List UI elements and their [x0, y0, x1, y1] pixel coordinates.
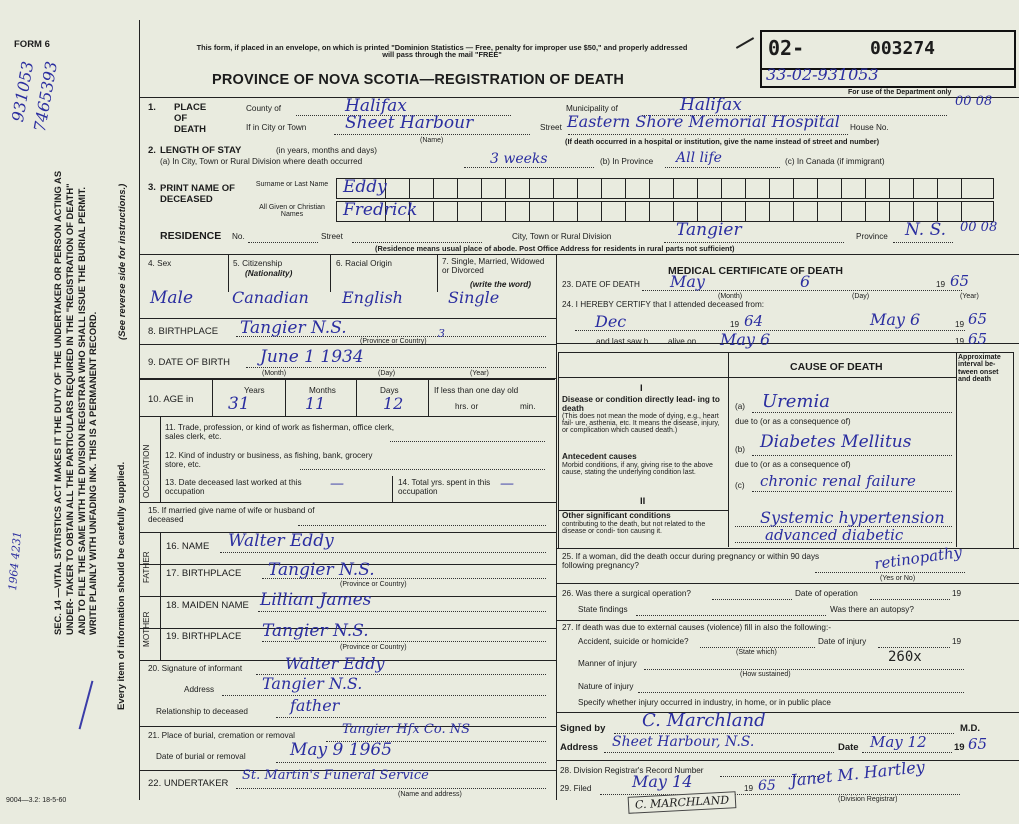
municipality-label: Municipality of: [566, 104, 618, 113]
cause-title: CAUSE OF DEATH: [790, 361, 883, 373]
due-to-2: due to (or as a consequence of): [735, 460, 851, 469]
md-label: M.D.: [960, 723, 981, 734]
attended-from-year: 64: [744, 312, 764, 330]
cause-c-label: (c): [735, 481, 745, 490]
dod-day-sub: (Day): [852, 293, 870, 300]
years-value: 31: [228, 394, 250, 414]
burial-place-value: Tangier Hfx Co. NS: [342, 722, 471, 737]
department-box: [760, 66, 1016, 88]
sex-label: 4. Sex: [148, 259, 172, 268]
undertaker-label: 22. UNDERTAKER: [148, 778, 229, 789]
residence-city-value: Tangier: [676, 220, 742, 240]
burial-date-label: Date of burial or removal: [156, 752, 246, 761]
street-value: Eastern Shore Memorial Hospital: [567, 112, 840, 131]
county-label: County of: [246, 104, 282, 113]
dob-day-sub: (Day): [378, 370, 396, 377]
disease-desc: (This does not mean the mode of dying, e.g., heart fail- ure, asthenia, etc. It means the disease, injury, or complication which caused death.): [562, 413, 720, 434]
undertaker-value: St. Martin's Funeral Service: [242, 768, 429, 783]
surname-value: Eddy: [343, 177, 387, 197]
residence-code: 00 08: [960, 220, 998, 235]
date-injury-label: Date of injury: [818, 637, 867, 646]
stay-c-label: (c) In Canada (if immigrant): [785, 157, 885, 166]
informant-address-value: Tangier N.S.: [262, 674, 363, 693]
filed-label: 29. Filed: [560, 784, 592, 793]
citizenship-label: 5. Citizenship: [233, 259, 283, 268]
cause-a-value: Uremia: [762, 391, 830, 412]
op-year-prefix: 19: [952, 589, 962, 598]
surgery-label: 26. Was there a surgical operation?: [562, 589, 691, 598]
last-saw-value: May 6: [720, 330, 771, 349]
s2-label-sub: (in years, months and days): [276, 146, 378, 155]
days-label: Days: [380, 386, 399, 395]
doctor-address-value: Sheet Harbour, N.S.: [612, 734, 755, 750]
injury-year-prefix: 19: [952, 637, 962, 646]
residence-province-label: Province: [856, 232, 888, 241]
see-reverse-note: (See reverse side for instructions.): [117, 183, 128, 340]
municipality-value: Halifax: [680, 95, 742, 115]
dod-year-value: 65: [950, 272, 970, 290]
street-label: Street: [540, 123, 562, 132]
residence-note: (Residence means usual place of abode. Post Office Address for residents in rural parts not sufficient): [375, 244, 735, 253]
s2-number: 2.: [148, 145, 156, 156]
father-birthplace-label: 17. BIRTHPLACE: [166, 568, 242, 579]
cause-a-label: (a): [735, 402, 746, 411]
other-condition-3: retinopathy: [873, 542, 964, 574]
registration-prefix: 02-: [768, 36, 805, 60]
dod-month-sub: (Month): [718, 293, 743, 300]
undertaker-sub: (Name and address): [398, 791, 462, 798]
mother-maiden-value: Lillian James: [260, 590, 372, 610]
spouse-label: 15. If married give name of wife or husband of deceased: [148, 506, 315, 524]
mother-birthplace-label: 19. BIRTHPLACE: [166, 631, 242, 642]
registrar-signature: Janet M. Hartley: [789, 756, 926, 791]
department-number: 33-02-931053: [766, 65, 879, 84]
last-saw-year-prefix: 19: [955, 337, 965, 346]
residence-province-value: N. S.: [905, 220, 947, 240]
hospital-note: (If death occurred in a hospital or institution, give the name instead of street and number): [565, 137, 880, 146]
due-to-1: due to (or as a consequence of): [735, 417, 851, 426]
department-label: For use of the Department only: [848, 89, 952, 96]
citizenship-sub: (Nationality): [245, 269, 293, 278]
relationship-value: father: [290, 696, 340, 715]
marital-status-label: 7. Single, Married, Widowed or Divorced: [442, 257, 545, 275]
residence-no-label: No.: [232, 232, 245, 241]
stay-a-value: 3 weeks: [490, 151, 548, 167]
burial-date-value: May 9 1965: [290, 740, 393, 760]
father-section: FATHER: [142, 551, 151, 583]
mother-birthplace-sub: (Province or Country): [340, 644, 407, 651]
registration-number: 003274: [870, 38, 936, 59]
yes-no-sub: (Yes or No): [880, 575, 916, 582]
attended-from-value: Dec: [595, 312, 627, 331]
informant-signature-value: Walter Eddy: [285, 654, 385, 673]
s1-label: PLACE OF DEATH: [174, 102, 207, 135]
s3-label: PRINT NAME OF DECEASED: [160, 183, 235, 206]
interval-label: Approximate interval be- tween onset and death: [958, 354, 1001, 384]
stay-b-label: (b) In Province: [600, 157, 654, 166]
other-condition-1: Systemic hypertension: [760, 508, 945, 527]
nature-label: Nature of injury: [578, 682, 634, 691]
burial-place-label: 21. Place of burial, cremation or removal: [148, 731, 295, 740]
informant-signature-label: 20. Signature of informant: [148, 664, 243, 673]
dod-month-value: May: [670, 272, 705, 291]
dod-year-prefix: 19: [936, 280, 946, 289]
name-sub: (Name): [420, 137, 444, 144]
s3-number: 3.: [148, 182, 156, 193]
mail-notice: This form, if placed in an envelope, on which is printed "Dominion Statistics — Free, penalty for improper use $50," and properly addressed will pass through the mail "FREE": [196, 43, 688, 60]
last-worked-label: 13. Date deceased last worked at this occupation: [165, 478, 302, 496]
signed-by-value: C. Marchland: [642, 710, 766, 731]
blue-check-mark: [79, 681, 94, 730]
mother-section: MOTHER: [142, 611, 151, 647]
to-year-prefix: 19: [955, 320, 965, 329]
months-label: Months: [309, 386, 336, 395]
date-operation-label: Date of operation: [795, 589, 858, 598]
surname-boxes: [336, 178, 994, 199]
findings-label: State findings: [578, 605, 628, 614]
every-item-note: Every item of information should be carefully supplied.: [116, 461, 127, 710]
antecedent-label: Antecedent causes: [562, 452, 637, 461]
relationship-label: Relationship to deceased: [156, 707, 248, 716]
name-stamp: C. MARCHLAND: [628, 791, 737, 814]
sex-value: Male: [150, 288, 194, 308]
residence-street-label: Street: [321, 232, 343, 241]
cause-b-value: Diabetes Mellitus: [760, 432, 912, 452]
dod-day-value: 6: [800, 272, 811, 291]
years-occupation-label: 14. Total yrs. spent in this occupation: [398, 478, 491, 496]
doctor-date-label: Date: [838, 742, 859, 753]
manner-label: Manner of injury: [578, 659, 637, 668]
racial-origin-label: 6. Racial Origin: [336, 259, 392, 268]
doctor-year-value: 65: [968, 735, 988, 753]
years-occupation-value: —: [500, 476, 514, 492]
form-title: PROVINCE OF NOVA SCOTIA—REGISTRATION OF DEATH: [212, 72, 625, 88]
other-conditions-label: Other significant conditions: [562, 511, 671, 520]
filed-year-prefix: 19: [744, 784, 754, 793]
specify-label: Specify whether injury occurred in industry, in home, or in public place: [578, 698, 831, 707]
given-names-boxes: [336, 201, 994, 222]
signed-by-label: Signed by: [560, 723, 606, 734]
autopsy-label: Was there an autopsy?: [830, 605, 914, 614]
alive-on-label: alive on: [668, 337, 697, 346]
from-year-prefix: 19: [730, 320, 740, 329]
dob-label: 9. DATE OF BIRTH: [148, 357, 230, 368]
last-saw-year-value: 65: [968, 330, 988, 348]
marital-status-value: Single: [448, 288, 500, 307]
house-label: House No.: [850, 123, 889, 132]
s1-number: 1.: [148, 102, 156, 113]
state-which-sub: (State which): [736, 649, 777, 656]
date-of-death-label: 23. DATE OF DEATH: [562, 280, 640, 289]
days-value: 12: [383, 394, 404, 413]
filed-year-value: 65: [758, 778, 776, 794]
mother-birthplace-value: Tangier N.S.: [262, 621, 369, 641]
registration-box: [760, 30, 1016, 70]
attended-to-year: 65: [968, 310, 988, 328]
last-worked-value: —: [330, 476, 344, 492]
citizenship-value: Canadian: [232, 288, 309, 307]
years-label: Years: [244, 386, 265, 395]
certify-label: 24. I HEREBY CERTIFY that I attended deceased from:: [562, 300, 765, 309]
industry-label: 12. Kind of industry or business, as fishing, bank, grocery store, etc.: [165, 451, 373, 469]
trade-label: 11. Trade, profession, or kind of work as fisherman, office clerk, sales clerk, etc.: [165, 423, 395, 441]
cause-b-label: (b): [735, 445, 746, 454]
city-value: Sheet Harbour: [345, 113, 474, 133]
medical-title: MEDICAL CERTIFICATE OF DEATH: [668, 265, 843, 277]
other-conditions-desc: contributing to the death, but not related to the disease or condi- tion causing it.: [562, 521, 706, 535]
birthplace-label: 8. BIRTHPLACE: [148, 326, 219, 337]
accident-label: Accident, suicide or homicide?: [578, 637, 689, 646]
county-value: Halifax: [345, 96, 407, 116]
dob-year-sub: (Year): [470, 370, 489, 377]
mother-maiden-label: 18. MAIDEN NAME: [166, 600, 249, 611]
stay-b-value: All life: [676, 150, 722, 166]
minutes-label: min.: [520, 402, 536, 411]
dob-value: June 1 1934: [260, 347, 364, 367]
marital-status-sub: (write the word): [470, 280, 531, 289]
filed-value: May 14: [632, 772, 693, 791]
infant-label: If less than one day old: [434, 386, 519, 395]
last-saw-label: and last saw h: [596, 337, 649, 346]
doctor-date-value: May 12: [870, 733, 927, 751]
form-code: FORM 6: [14, 39, 50, 50]
part-two-label: II: [640, 496, 646, 507]
months-value: 11: [305, 394, 326, 413]
city-label: If in City or Town: [246, 123, 307, 132]
given-names-label: All Given or Christian Names: [259, 204, 325, 218]
statute-text: SEC. 14 —VITAL STATISTICS ACT MAKES IT THE DUTY OF THE UNDERTAKER OR PERSON ACTING AS UNDER- TAKER TO OBTAIN ALL THE PARTICULARS REQUIRED IN THE "REGISTRATION OF DEATH" AND TO FILE THE SAME WITH THE DIVISION REGISTRAR WHO SHALL ISSUE THE BURIAL PERMIT. WRITE PLAINLY WITH UNFADING INK. THIS IS A PERMANENT RECORD.: [52, 170, 99, 635]
disease-label: Disease or condition directly lead- ing to death: [562, 395, 720, 413]
doctor-address-label: Address: [560, 742, 599, 753]
stay-a-label: (a) In City, Town or Rural Division where death occurred: [160, 157, 363, 166]
external-causes-label: 27. If death was due to external causes (violence) fill in also the following:-: [562, 623, 831, 632]
cause-c-value: chronic renal failure: [760, 472, 916, 490]
hours-label: hrs. or: [455, 402, 479, 411]
s2-label: LENGTH OF STAY: [160, 145, 242, 156]
margin-note: 1964 4231: [6, 530, 25, 592]
occupation-section: OCCUPATION: [142, 444, 151, 498]
surname-label: Surname or Last Name: [255, 181, 329, 188]
given-names-value: Fredrick: [343, 200, 418, 220]
registrar-sub: (Division Registrar): [838, 796, 898, 803]
residence-city-label: City, Town or Rural Division: [512, 232, 612, 241]
form-footer: 9004—3.2: 18-5-60: [6, 797, 67, 804]
stamp-number: 260x: [888, 649, 922, 665]
dob-month-sub: (Month): [262, 370, 287, 377]
margin-number-2: 7465393: [30, 59, 62, 134]
record-number-label: 28. Division Registrar's Record Number: [560, 766, 704, 775]
pen-mark: [736, 37, 754, 49]
other-condition-2: advanced diabetic: [765, 526, 904, 544]
father-birthplace-sub: (Province or Country): [340, 581, 407, 588]
father-name-label: 16. NAME: [166, 541, 210, 552]
birthplace-value: Tangier N.S.: [240, 318, 347, 338]
part-one-label: I: [640, 383, 643, 394]
attended-to-value: May 6: [870, 310, 921, 329]
margin-number-1: 931053: [8, 59, 38, 124]
birthplace-sub: (Province or Country): [360, 338, 427, 345]
father-name-value: Walter Eddy: [228, 531, 334, 551]
how-sustained-sub: (How sustained): [740, 671, 791, 678]
s1-code: 00 08: [955, 94, 993, 109]
racial-origin-value: English: [342, 288, 403, 307]
antecedent-desc: Morbid conditions, if any, giving rise to the above cause, stating the underlying condition last.: [562, 462, 713, 476]
dod-year-sub: (Year): [960, 293, 979, 300]
informant-address-label: Address: [184, 685, 215, 694]
doctor-year-prefix: 19: [954, 742, 965, 753]
pregnancy-label: 25. If a woman, did the death occur during pregnancy or within 90 days following pregnancy?: [562, 552, 820, 570]
residence-label: RESIDENCE: [160, 230, 222, 242]
birthplace-code: 3: [438, 327, 445, 340]
age-label: 10. AGE in: [148, 394, 194, 405]
father-birthplace-value: Tangier N.S.: [268, 560, 375, 580]
